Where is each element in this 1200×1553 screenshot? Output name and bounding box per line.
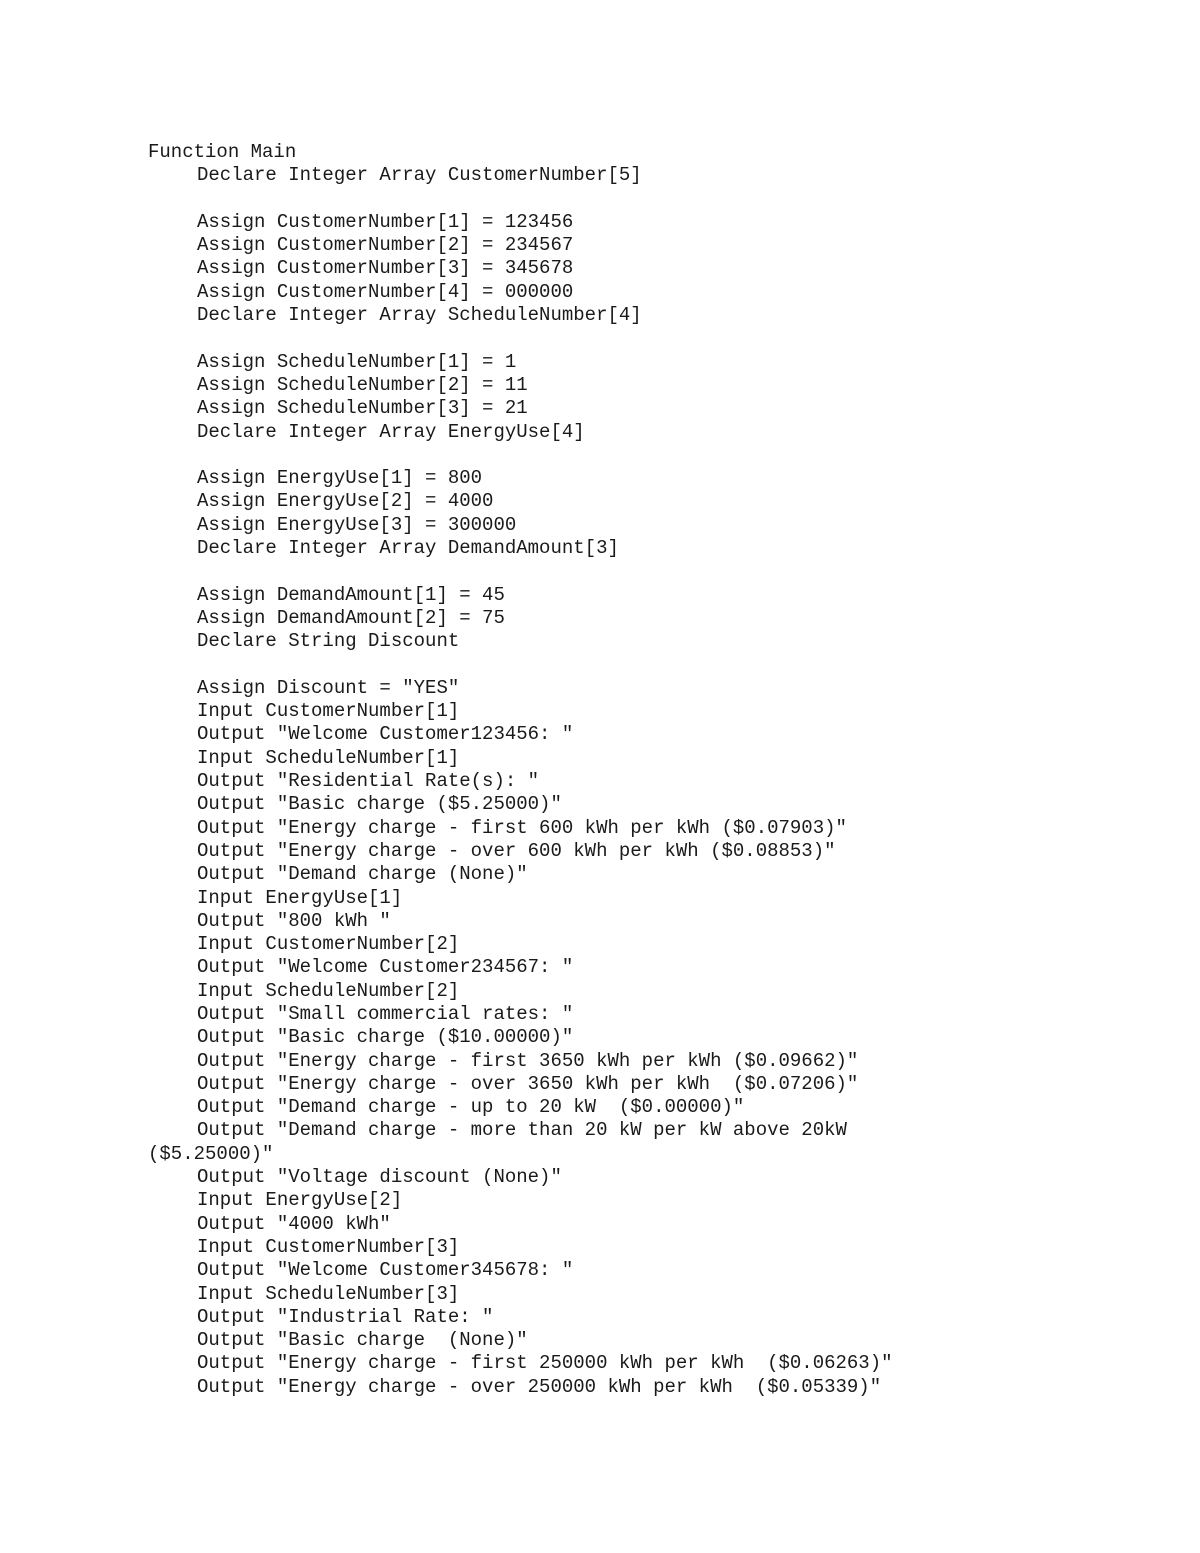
code-line: Output "Voltage discount (None)" (197, 1166, 562, 1189)
code-line: Declare Integer Array DemandAmount[3] (197, 537, 619, 560)
blank-line (148, 560, 1148, 583)
code-line: Output "Energy charge - first 250000 kWh per kWh ($0.06263)" (197, 1352, 893, 1375)
code-line: Output "Welcome Customer123456: " (197, 723, 574, 746)
code-line: Input CustomerNumber[2] (197, 933, 460, 956)
code-line: Output "Energy charge - first 3650 kWh per kWh ($0.09662)" (197, 1049, 859, 1072)
blank-line (148, 444, 1148, 467)
code-line: Declare Integer Array ScheduleNumber[4] (197, 304, 642, 327)
code-line: Input CustomerNumber[3] (197, 1235, 460, 1258)
code-line: Assign ScheduleNumber[2] = 11 (197, 373, 528, 396)
code-line: Output "Welcome Customer234567: " (197, 956, 574, 979)
code-line: Input EnergyUse[2] (197, 1189, 403, 1212)
code-line: Assign EnergyUse[2] = 4000 (197, 490, 494, 513)
code-line: Output "Energy charge - over 600 kWh per kWh ($0.08853)" (197, 839, 836, 862)
code-line: Assign Discount = "YES" (197, 676, 460, 699)
code-line: Input EnergyUse[1] (197, 886, 403, 909)
blank-line (148, 188, 1148, 211)
code-line: Assign EnergyUse[3] = 300000 (197, 513, 517, 536)
code-line: Assign DemandAmount[1] = 45 (197, 583, 505, 606)
code-line: Output "800 kWh " (197, 909, 391, 932)
code-line: Declare Integer Array EnergyUse[4] (197, 420, 585, 443)
code-line: Output "Energy charge - first 600 kWh per kWh ($0.07903)" (197, 816, 847, 839)
code-line: Function Main (148, 141, 297, 163)
code-line: Output "Small commercial rates: " (197, 1002, 574, 1025)
code-line: Declare String Discount (197, 630, 460, 653)
code-line: Output "Energy charge - over 250000 kWh per kWh ($0.05339)" (197, 1375, 882, 1398)
blank-line (148, 327, 1148, 350)
code-line: Assign EnergyUse[1] = 800 (197, 467, 483, 490)
code-line: Assign CustomerNumber[1] = 123456 (197, 210, 574, 233)
code-line: Input ScheduleNumber[3] (197, 1282, 460, 1305)
code-line: Output "Basic charge (None)" (197, 1329, 528, 1352)
code-line: Output "Welcome Customer345678: " (197, 1259, 574, 1282)
code-line: Assign CustomerNumber[4] = 000000 (197, 280, 574, 303)
code-line: Output "Residential Rate(s): " (197, 770, 540, 793)
code-line: Assign DemandAmount[2] = 75 (197, 606, 505, 629)
code-line: Output "Energy charge - over 3650 kWh per kWh ($0.07206)" (197, 1072, 859, 1095)
code-line: Assign CustomerNumber[3] = 345678 (197, 257, 574, 280)
code-line: Output "Industrial Rate: " (197, 1305, 494, 1328)
code-line: Input ScheduleNumber[2] (197, 979, 460, 1002)
code-line: Output "Demand charge (None)" (197, 863, 528, 886)
blank-line (148, 654, 1148, 677)
pseudocode-listing (148, 141, 1148, 1399)
code-line: Output "Basic charge ($10.00000)" (197, 1026, 574, 1049)
code-line: Assign ScheduleNumber[1] = 1 (197, 350, 517, 373)
code-line: Assign CustomerNumber[2] = 234567 (197, 234, 574, 257)
code-line: Input ScheduleNumber[1] (197, 746, 460, 769)
code-line: Input CustomerNumber[1] (197, 700, 460, 723)
code-line: Output "4000 kWh" (197, 1212, 391, 1235)
code-line: Output "Demand charge - more than 20 kW per kW above 20kW (197, 1119, 847, 1142)
code-line: Output "Demand charge - up to 20 kW ($0.00000)" (197, 1096, 745, 1119)
code-line: Output "Basic charge ($5.25000)" (197, 793, 562, 816)
code-line: Assign ScheduleNumber[3] = 21 (197, 397, 528, 420)
code-line: ($5.25000)" (148, 1142, 274, 1165)
code-line: Declare Integer Array CustomerNumber[5] (197, 164, 642, 187)
